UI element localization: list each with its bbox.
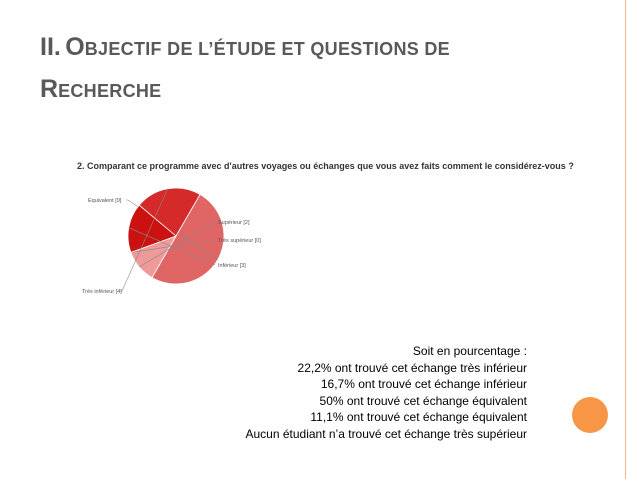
pie-slice-label: Très supérieur [0]: [218, 238, 261, 244]
results-line: 22,2% ont trouvé cet échange très inférieur: [297, 360, 527, 375]
results-line: 11,1% ont trouvé cet échange équivalent: [310, 410, 527, 424]
title-word1-rest: BJECTIF DE L’ÉTUDE ET QUESTIONS DE: [84, 39, 450, 59]
results-heading: Soit en pourcentage :: [412, 344, 527, 358]
results-text-block: [245, 343, 527, 442]
results-line: 50% ont trouvé cet échange équivalent: [319, 393, 527, 408]
orange-accent-dot: [572, 397, 608, 433]
pie-slice-label: Supérieur [2]: [218, 220, 250, 226]
pie-slice-label: Inférieur [3]: [218, 263, 246, 269]
pie-slice-label: Equivalent [9]: [88, 198, 122, 204]
title-word1-initial: O: [65, 33, 85, 61]
pie-slice-label: Très inférieur [4]: [82, 289, 122, 295]
results-line: Aucun étudiant n’a trouvé cet échange très supérieur: [245, 426, 527, 441]
title-roman: II.: [40, 33, 61, 61]
results-line: 16,7% ont trouvé cet échange inférieur: [320, 377, 527, 391]
chart-title: 2. Comparant ce programme avec d'autres voyages ou échanges que vous avez faits comment le considérez-vous ?: [77, 161, 574, 171]
title-word2-initial: R: [40, 75, 59, 103]
title-word2-rest: ECHERCHE: [58, 81, 162, 101]
